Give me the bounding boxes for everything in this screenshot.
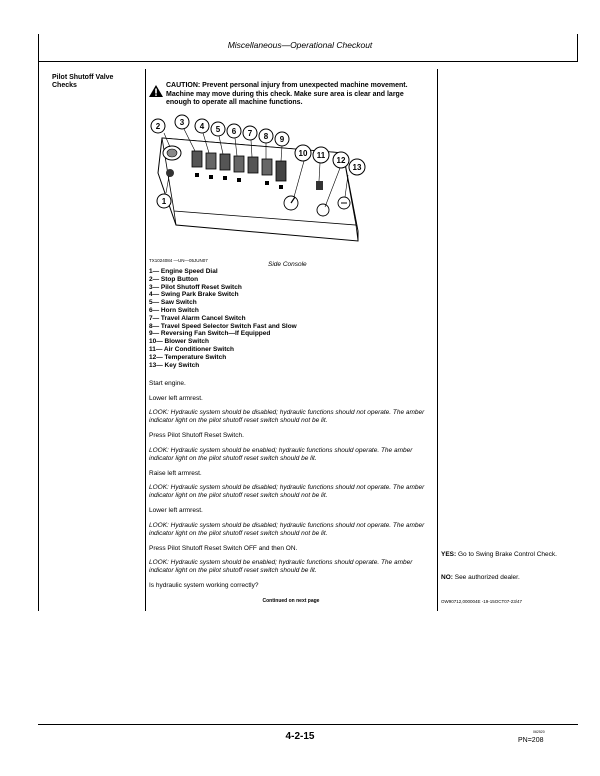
callout-8 bbox=[259, 129, 273, 143]
column-divider-left bbox=[145, 69, 146, 611]
no-text: See authorized dealer. bbox=[454, 574, 520, 581]
callout-9 bbox=[275, 132, 289, 146]
step-text: Is hydraulic system working correctly? bbox=[149, 582, 259, 590]
legend-item: 9— Reversing Fan Switch—If Equipped bbox=[149, 330, 271, 338]
legend-item: 10— Blower Switch bbox=[149, 338, 209, 346]
legend-item: 6— Horn Switch bbox=[149, 306, 199, 314]
callout-1 bbox=[157, 194, 171, 208]
step-text: Press Pilot Shutoff Reset Switch. bbox=[149, 432, 244, 440]
yes-result bbox=[441, 550, 561, 559]
step-text: Lower left armrest. bbox=[149, 394, 203, 402]
callout-label: 4 bbox=[199, 122, 205, 131]
callout-label: 3 bbox=[179, 118, 185, 127]
page-number: 4-2-15 bbox=[285, 731, 315, 742]
column-divider-right bbox=[437, 69, 438, 611]
legend-item: 11— Air Conditioner Switch bbox=[149, 345, 234, 353]
callout-label: 13 bbox=[352, 163, 362, 172]
no-label: NO: bbox=[441, 574, 453, 581]
callout-label: 7 bbox=[247, 129, 253, 138]
step-text: Start engine. bbox=[149, 380, 186, 387]
yes-text: Go to Swing Brake Control Check. bbox=[457, 551, 557, 558]
callout-label: 1 bbox=[161, 197, 167, 206]
legend-item: 2— Stop Button bbox=[149, 275, 199, 283]
look-text: LOOK: Hydraulic system should be enabled; hydraulic functions should operate. The amber indicator light on the pilot shutoff reset switch should be lit. bbox=[149, 446, 413, 462]
figure-caption: Side Console bbox=[268, 261, 307, 268]
legend-item: 5— Saw Switch bbox=[149, 299, 197, 307]
legend-item: 3— Pilot Shutoff Reset Switch bbox=[149, 283, 242, 291]
look-text: LOOK: Hydraulic system should be enabled; hydraulic functions should operate. The amber indicator light on the pilot shutoff reset switch should be lit. bbox=[149, 559, 413, 575]
callout-7 bbox=[243, 126, 257, 140]
legend-item: 4— Swing Park Brake Switch bbox=[149, 291, 239, 299]
callout-label: 12 bbox=[336, 156, 346, 165]
header-rule bbox=[38, 61, 578, 62]
look-text: LOOK: Hydraulic system should be disabled; hydraulic functions should not operate. The amber indicator light on the pilot shutoff reset switch should not be lit. bbox=[149, 521, 425, 537]
callout-12 bbox=[333, 152, 349, 168]
section-title: Pilot Shutoff Valve Checks bbox=[52, 74, 114, 89]
footer-rule bbox=[38, 724, 578, 725]
legend-item: 8— Travel Speed Selector Switch Fast and Slow bbox=[149, 322, 297, 330]
callout-label: 9 bbox=[279, 135, 285, 144]
no-result bbox=[441, 573, 561, 582]
caution-text: CAUTION: Prevent personal injury from unexpected machine movement. Machine may move during this check. Make sure area is clear and large enough to operate all machine functions. bbox=[166, 82, 408, 106]
legend-item: 13— Key Switch bbox=[149, 361, 200, 369]
look-text: LOOK: Hydraulic system should be disabled; hydraulic functions should not operate. The amber indicator light on the pilot shutoff reset switch should not be lit. bbox=[149, 484, 425, 500]
step-text: Press Pilot Shutoff Reset Switch OFF and then ON. bbox=[149, 544, 298, 552]
document-reference: OW90712,000004E -19-15OCT07-23/47 bbox=[441, 599, 523, 604]
callout-label: 5 bbox=[215, 125, 221, 134]
warning-triangle-icon bbox=[149, 85, 163, 97]
frame-left-border bbox=[38, 34, 39, 611]
callout-6 bbox=[227, 124, 241, 138]
page-header-title: Miscellaneous—Operational Checkout bbox=[227, 40, 373, 50]
callout-label: 8 bbox=[263, 132, 269, 141]
step-text: Lower left armrest. bbox=[149, 507, 203, 515]
callout-3 bbox=[175, 115, 189, 129]
callout-label: 11 bbox=[316, 151, 326, 160]
continued-note: Continued on next page bbox=[262, 598, 320, 604]
step-text: Raise left armrest. bbox=[149, 469, 202, 477]
print-code: 062520 bbox=[533, 730, 545, 734]
pn-number: PN=208 bbox=[518, 737, 544, 744]
legend-item: 1— Engine Speed Dial bbox=[149, 268, 218, 275]
callout-13 bbox=[349, 159, 365, 175]
callout-label: 6 bbox=[231, 127, 237, 136]
legend-item: 12— Temperature Switch bbox=[149, 353, 227, 361]
figure-id: TX1024084 —UN—05JUN07 bbox=[149, 258, 208, 263]
callout-4 bbox=[195, 119, 209, 133]
side-console-illustration bbox=[148, 113, 366, 255]
legend-item: 7— Travel Alarm Cancel Switch bbox=[149, 314, 246, 322]
callout-10 bbox=[295, 145, 311, 161]
procedure-steps bbox=[149, 380, 433, 597]
look-text: LOOK: Hydraulic system should be disabled; hydraulic functions should not operate. The amber indicator light on the pilot shutoff reset switch should not be lit. bbox=[149, 409, 425, 425]
callout-label: 2 bbox=[155, 122, 161, 131]
callout-5 bbox=[211, 122, 225, 136]
callout-label: 10 bbox=[298, 149, 308, 158]
callout-2 bbox=[151, 119, 165, 133]
callout-legend bbox=[149, 268, 429, 369]
callout-11 bbox=[313, 147, 329, 163]
caution-block bbox=[149, 82, 429, 108]
yes-label: YES: bbox=[441, 551, 457, 558]
